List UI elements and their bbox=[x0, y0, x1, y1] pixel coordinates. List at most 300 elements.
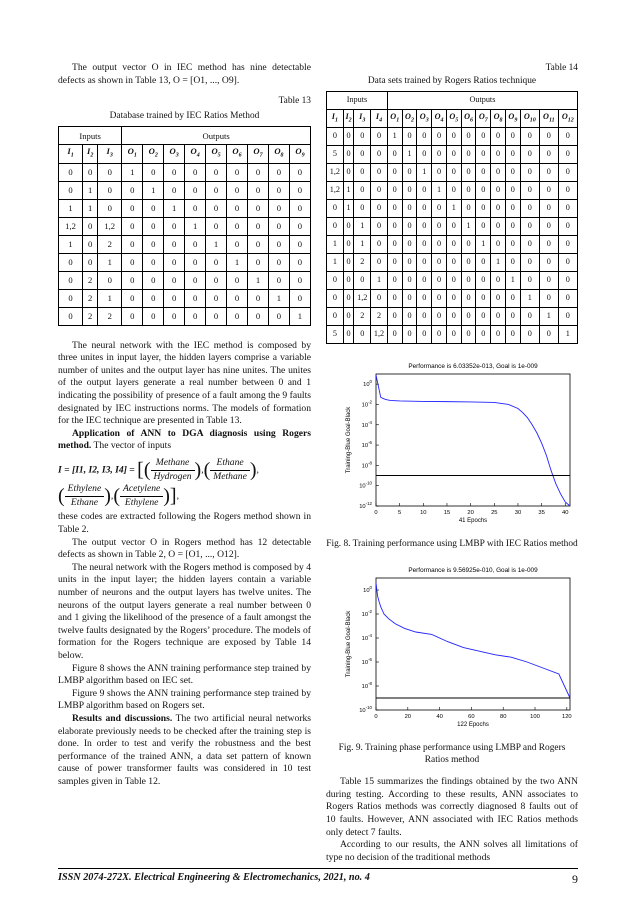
table-cell: 1 bbox=[143, 181, 164, 199]
table-cell: 0 bbox=[227, 289, 248, 307]
table-cell: 0 bbox=[268, 217, 289, 235]
table-cell: 0 bbox=[402, 200, 417, 218]
table-cell: 0 bbox=[432, 218, 447, 236]
y-tick-label: $10^{-10}$ bbox=[359, 480, 372, 490]
table14-col-i2: $I_2$ bbox=[343, 110, 354, 128]
table13-col-o1: $O_1$ bbox=[122, 145, 143, 163]
table-cell: 0 bbox=[417, 146, 432, 164]
table-cell: 1 bbox=[505, 272, 520, 290]
table-cell: 0 bbox=[327, 290, 344, 308]
table-row bbox=[327, 200, 578, 218]
table-cell: 0 bbox=[227, 163, 248, 181]
table-cell: 0 bbox=[227, 307, 248, 325]
table-cell: 1 bbox=[461, 218, 476, 236]
table13-col-o8: $O_8$ bbox=[268, 145, 289, 163]
table-cell: 0 bbox=[227, 199, 248, 217]
table-cell: 0 bbox=[432, 146, 447, 164]
table-cell: 0 bbox=[185, 163, 206, 181]
table-cell: 0 bbox=[402, 236, 417, 254]
table-cell: 0 bbox=[558, 290, 577, 308]
table-cell: 0 bbox=[491, 146, 506, 164]
table-cell: 0 bbox=[446, 146, 461, 164]
table-cell: 0 bbox=[520, 128, 539, 146]
table-cell: 0 bbox=[343, 290, 354, 308]
table-cell: 1,2 bbox=[59, 217, 83, 235]
table-cell: 0 bbox=[289, 289, 310, 307]
table-cell: 1 bbox=[417, 164, 432, 182]
table-cell: 0 bbox=[432, 290, 447, 308]
table-cell: 0 bbox=[327, 128, 344, 146]
table-cell: 0 bbox=[402, 308, 417, 326]
table14-col-o6: $O_6$ bbox=[461, 110, 476, 128]
table-cell: 0 bbox=[558, 272, 577, 290]
table-cell: 0 bbox=[354, 128, 371, 146]
table-cell: 0 bbox=[371, 290, 388, 308]
table-cell: 0 bbox=[164, 271, 185, 289]
fraction-ethylene-ethane: $\frac{\text{Ethylene}}{\text{Ethane}}$ bbox=[65, 483, 105, 509]
rogers-section-intro: The vector of inputs bbox=[91, 440, 172, 452]
table-cell: 0 bbox=[164, 217, 185, 235]
table-row bbox=[327, 326, 578, 344]
table-cell: 2 bbox=[83, 307, 98, 325]
table-cell: 1 bbox=[491, 254, 506, 272]
table-cell: 0 bbox=[143, 271, 164, 289]
table13-label: Table 13 bbox=[278, 96, 311, 107]
table-cell: 0 bbox=[476, 128, 491, 146]
paragraph-figure9-ref: Figure 9 shows the ANN training performance step trained by LMBP algorithm based on Rogers set. bbox=[58, 687, 311, 712]
y-tick-label: $10^{-2}$ bbox=[361, 399, 372, 409]
table-cell: 0 bbox=[432, 326, 447, 344]
table-cell: 0 bbox=[558, 146, 577, 164]
table-cell: 0 bbox=[520, 272, 539, 290]
table-cell: 0 bbox=[505, 254, 520, 272]
table-cell: 2 bbox=[83, 271, 98, 289]
table-cell: 0 bbox=[122, 217, 143, 235]
table13-col-o2: $O_2$ bbox=[143, 145, 164, 163]
table-cell: 0 bbox=[206, 271, 227, 289]
plot-frame bbox=[376, 578, 570, 710]
table-cell: 0 bbox=[491, 290, 506, 308]
x-tick-label: 35 bbox=[538, 510, 545, 517]
table-cell: 0 bbox=[461, 200, 476, 218]
table-cell: 0 bbox=[343, 218, 354, 236]
table-cell: 0 bbox=[98, 181, 122, 199]
fraction-acetylene-ethylene: $\frac{\text{Acetylene}}{\text{Ethylene}}$ bbox=[120, 483, 163, 509]
table-cell: 0 bbox=[354, 272, 371, 290]
table-cell: 0 bbox=[505, 236, 520, 254]
table-cell: 0 bbox=[122, 271, 143, 289]
table-cell: 0 bbox=[446, 254, 461, 272]
table14-col-o2: $O_2$ bbox=[402, 110, 417, 128]
table-cell: 0 bbox=[558, 164, 577, 182]
table-cell: 0 bbox=[491, 236, 506, 254]
table-cell: 0 bbox=[491, 326, 506, 344]
table-cell: 0 bbox=[343, 308, 354, 326]
paragraph-rogers-output: The output vector O in Rogers method has 12 detectable defects as shown in Table 2, O = [O1, ..., O12]. bbox=[58, 536, 311, 561]
figure9-chart bbox=[326, 560, 578, 740]
table-cell: 0 bbox=[539, 200, 558, 218]
table-cell: 0 bbox=[327, 272, 344, 290]
figure9-caption: Fig. 9. Training phase performance using LMBP and Rogers Ratios method bbox=[338, 743, 566, 766]
table-cell: 0 bbox=[520, 164, 539, 182]
x-tick-label: 60 bbox=[468, 714, 475, 721]
table-cell: 0 bbox=[122, 199, 143, 217]
table-cell: 0 bbox=[122, 253, 143, 271]
table-cell: 0 bbox=[327, 200, 344, 218]
table-cell: 0 bbox=[417, 272, 432, 290]
table14-title: Data sets trained by Rogers Ratios technique bbox=[367, 75, 537, 86]
table-cell: 0 bbox=[371, 218, 388, 236]
results-text: The two artificial neural networks elaborate previously needs to be checked after the training step is done. In order to test and verify the robustness and the best performance of the trained ANN, a data set pattern of known cause of power transformer faults was considered in 10 test samples given in Table 12. bbox=[58, 712, 312, 787]
table13-col-i1: $I_1$ bbox=[59, 145, 83, 163]
table-cell: 0 bbox=[354, 182, 371, 200]
table13-col-o5: $O_5$ bbox=[206, 145, 227, 163]
plot-frame bbox=[376, 374, 570, 506]
table-cell: 0 bbox=[461, 326, 476, 344]
table-cell: 0 bbox=[206, 181, 227, 199]
table-cell: 0 bbox=[227, 217, 248, 235]
table-cell: 0 bbox=[248, 199, 269, 217]
fraction-methane-hydrogen: $\frac{\text{Methane}}{\text{Hydrogen}}$ bbox=[151, 457, 195, 483]
table-cell: 0 bbox=[343, 146, 354, 164]
table-cell: 2 bbox=[83, 289, 98, 307]
fraction-ethane-methane: $\frac{\text{Ethane}}{\text{Methane}}$ bbox=[210, 457, 250, 483]
table-cell: 0 bbox=[558, 218, 577, 236]
table-cell: 0 bbox=[446, 182, 461, 200]
table-cell: 0 bbox=[417, 308, 432, 326]
table-cell: 0 bbox=[446, 272, 461, 290]
table-cell: 0 bbox=[387, 236, 402, 254]
table-row bbox=[59, 181, 311, 199]
table-cell: 0 bbox=[446, 236, 461, 254]
table14-col-o9: $O_9$ bbox=[505, 110, 520, 128]
table-cell: 0 bbox=[143, 307, 164, 325]
table-cell: 0 bbox=[122, 307, 143, 325]
table-cell: 0 bbox=[59, 307, 83, 325]
table-cell: 0 bbox=[539, 254, 558, 272]
table-cell: 0 bbox=[417, 218, 432, 236]
x-tick-label: 40 bbox=[562, 510, 569, 517]
table-cell: 1 bbox=[164, 199, 185, 217]
table-cell: 1,2 bbox=[327, 182, 344, 200]
table-cell: 0 bbox=[59, 253, 83, 271]
table-cell: 0 bbox=[491, 128, 506, 146]
table-cell: 0 bbox=[164, 307, 185, 325]
table-cell: 0 bbox=[491, 200, 506, 218]
table13-col-i2: $I_2$ bbox=[83, 145, 98, 163]
table-cell: 0 bbox=[520, 146, 539, 164]
table-cell: 0 bbox=[387, 164, 402, 182]
table-row bbox=[327, 128, 578, 146]
y-tick-label: $10^{-8}$ bbox=[361, 460, 372, 470]
table-cell: 0 bbox=[402, 128, 417, 146]
table-cell: 1 bbox=[476, 236, 491, 254]
table-cell: 0 bbox=[558, 254, 577, 272]
table-cell: 0 bbox=[248, 253, 269, 271]
table-cell: 0 bbox=[417, 326, 432, 344]
table-cell: 0 bbox=[143, 199, 164, 217]
table-cell: 0 bbox=[227, 181, 248, 199]
table-cell: 0 bbox=[387, 200, 402, 218]
table-cell: 0 bbox=[387, 308, 402, 326]
table-row bbox=[59, 307, 311, 325]
table14-col-o10: $O_{10}$ bbox=[520, 110, 539, 128]
table-cell: 0 bbox=[505, 290, 520, 308]
paragraph-results bbox=[58, 713, 311, 789]
table-cell: 0 bbox=[539, 272, 558, 290]
table-cell: 0 bbox=[206, 163, 227, 181]
table-cell: 0 bbox=[539, 236, 558, 254]
table-cell: 0 bbox=[206, 289, 227, 307]
table-cell: 0 bbox=[505, 182, 520, 200]
table13-inputs-header: Inputs bbox=[59, 127, 122, 145]
y-tick-label: $10^{-12}$ bbox=[359, 501, 372, 511]
table-cell: 0 bbox=[476, 146, 491, 164]
table-cell: 0 bbox=[505, 164, 520, 182]
table-cell: 0 bbox=[417, 128, 432, 146]
table-cell: 1 bbox=[432, 182, 447, 200]
table14-col-i1: $I_1$ bbox=[327, 110, 344, 128]
table-row bbox=[59, 163, 311, 181]
table-cell: 0 bbox=[476, 308, 491, 326]
table-cell: 0 bbox=[227, 271, 248, 289]
table-cell: 0 bbox=[268, 235, 289, 253]
equation-lhs: I = [I1, I2, I3, I4] = bbox=[58, 464, 135, 476]
rogers-section-heading: Application of ANN to DGA diagnosis using Rogers method. bbox=[58, 427, 311, 452]
table-cell: 0 bbox=[520, 236, 539, 254]
table-cell: 0 bbox=[289, 253, 310, 271]
table-cell: 0 bbox=[417, 200, 432, 218]
table-cell: 1 bbox=[122, 163, 143, 181]
table-cell: 0 bbox=[402, 164, 417, 182]
table-cell: 0 bbox=[505, 218, 520, 236]
table-cell: 1 bbox=[343, 200, 354, 218]
table-cell: 0 bbox=[387, 272, 402, 290]
table-cell: 0 bbox=[206, 307, 227, 325]
table-cell: 1,2 bbox=[354, 290, 371, 308]
x-tick-label: 25 bbox=[491, 510, 498, 517]
table-cell: 1,2 bbox=[327, 164, 344, 182]
table-cell: 0 bbox=[505, 128, 520, 146]
table-cell: 0 bbox=[387, 182, 402, 200]
table-cell: 0 bbox=[354, 146, 371, 164]
table-cell: 0 bbox=[83, 235, 98, 253]
table-row bbox=[59, 289, 311, 307]
figure-9 bbox=[326, 560, 578, 766]
table-row bbox=[59, 199, 311, 217]
table-cell: 0 bbox=[417, 182, 432, 200]
table-cell: 0 bbox=[185, 289, 206, 307]
right-column bbox=[326, 62, 578, 864]
table-cell: 0 bbox=[164, 253, 185, 271]
table-cell: 0 bbox=[143, 217, 164, 235]
table14-outputs-header: Outputs bbox=[387, 92, 577, 110]
table-cell: 0 bbox=[402, 254, 417, 272]
table-cell: 1 bbox=[387, 128, 402, 146]
table-cell: 0 bbox=[327, 218, 344, 236]
table-cell: 0 bbox=[268, 163, 289, 181]
paragraph-ann-limitations: According to our results, the ANN solves all limitations of type no decision of the traditional methods bbox=[326, 839, 578, 863]
table-cell: 0 bbox=[520, 218, 539, 236]
x-tick-label: 40 bbox=[436, 714, 443, 721]
table-cell: 0 bbox=[343, 272, 354, 290]
table-cell: 0 bbox=[343, 164, 354, 182]
table-cell: 1 bbox=[539, 308, 558, 326]
y-tick-label: $10^{-10}$ bbox=[359, 705, 372, 715]
table-cell: 0 bbox=[446, 164, 461, 182]
table-cell: 0 bbox=[476, 290, 491, 308]
x-tick-label: 15 bbox=[443, 510, 451, 517]
table-cell: 0 bbox=[289, 217, 310, 235]
table14-col-o7: $O_7$ bbox=[476, 110, 491, 128]
table-cell: 0 bbox=[476, 218, 491, 236]
paragraph-table15-summary: Table 15 summarizes the findings obtained by the two ANN during testing. According to these results, ANN associates to Rogers Ratios methods was correctly diagnosed 8 faults out of 10 faults. However, ANN associated with IEC Ratios methods only detect 7 faults. bbox=[326, 776, 578, 838]
table14-col-o12: $O_{12}$ bbox=[558, 110, 577, 128]
table-cell: 1,2 bbox=[371, 326, 388, 344]
table13-col-o7: $O_7$ bbox=[248, 145, 269, 163]
rogers-input-equation: I = [I1, I2, I3, I4] = [( $\frac{\text{Methane}}{\text{Hydrogen}}$ ),( $\frac{\text{Ethane}}{\text{Methane}}$ ), ( $\frac{\text{Ethylene}}{\text{Ethane}}$ ),( $\frac{\text{Acetylene}}{\text{Ethylene}}$ )], bbox=[58, 457, 259, 508]
table-cell: 0 bbox=[520, 308, 539, 326]
table-cell: 1 bbox=[59, 235, 83, 253]
table13-col-o4: $O_4$ bbox=[185, 145, 206, 163]
table14-col-o1: $O_1$ bbox=[387, 110, 402, 128]
table-cell: 0 bbox=[83, 163, 98, 181]
table-cell: 0 bbox=[387, 218, 402, 236]
table-cell: 0 bbox=[491, 182, 506, 200]
page-footer bbox=[58, 868, 578, 886]
table-cell: 0 bbox=[432, 200, 447, 218]
table-cell: 0 bbox=[343, 254, 354, 272]
paragraph-iec-network: The neural network with the IEC method is composed by three unites in input layer, the hidden layers comprise a variable number of unites and the output layer has nine unites. The unites of the output layers generate a real number between 0 and 1 indicating the possibility of presence of a fault among the 9 faults designated by IEC instructions norms. The models of formation for the IEC technique are presented in Table 13. bbox=[58, 339, 311, 427]
table-row bbox=[327, 290, 578, 308]
table-cell: 2 bbox=[98, 307, 122, 325]
table-cell: 0 bbox=[461, 272, 476, 290]
table-cell: 0 bbox=[289, 199, 310, 217]
table-cell: 1 bbox=[227, 253, 248, 271]
table-cell: 1 bbox=[98, 289, 122, 307]
table-cell: 0 bbox=[402, 290, 417, 308]
table-cell: 0 bbox=[505, 326, 520, 344]
table-cell: 0 bbox=[354, 200, 371, 218]
table-cell: 0 bbox=[248, 235, 269, 253]
table-cell: 0 bbox=[461, 146, 476, 164]
table-cell: 0 bbox=[289, 163, 310, 181]
table-cell: 0 bbox=[558, 236, 577, 254]
table-cell: 0 bbox=[248, 217, 269, 235]
table-cell: 0 bbox=[461, 182, 476, 200]
y-tick-label: $10^0$ bbox=[363, 585, 372, 595]
table-cell: 0 bbox=[59, 271, 83, 289]
table-cell: 0 bbox=[59, 163, 83, 181]
paragraph-figure8-ref: Figure 8 shows the ANN training performance step trained by LMBP algorithm based on IEC set. bbox=[58, 662, 311, 687]
table14-col-o5: $O_5$ bbox=[446, 110, 461, 128]
table-cell: 0 bbox=[476, 272, 491, 290]
table-cell: 1,2 bbox=[98, 217, 122, 235]
y-tick-label: $10^{-2}$ bbox=[361, 609, 372, 619]
table-cell: 0 bbox=[476, 200, 491, 218]
table-cell: 0 bbox=[520, 182, 539, 200]
table-cell: 1 bbox=[185, 217, 206, 235]
table-cell: 0 bbox=[164, 181, 185, 199]
table-cell: 0 bbox=[354, 326, 371, 344]
table-cell: 2 bbox=[371, 308, 388, 326]
y-tick-label: $10^{-6}$ bbox=[361, 657, 372, 667]
table-cell: 1 bbox=[206, 235, 227, 253]
table-cell: 1 bbox=[520, 290, 539, 308]
table-cell: 0 bbox=[558, 182, 577, 200]
table-cell: 0 bbox=[83, 253, 98, 271]
x-tick-label: 30 bbox=[514, 510, 522, 517]
table-cell: 0 bbox=[268, 271, 289, 289]
table-cell: 0 bbox=[520, 254, 539, 272]
table-cell: 0 bbox=[476, 326, 491, 344]
table-row bbox=[327, 218, 578, 236]
table13-col-i3: $I_3$ bbox=[98, 145, 122, 163]
journal-issn: ISSN 2074-272X. Electrical Engineering & Electromechanics, 2021, no. 4 bbox=[58, 872, 370, 883]
table-cell: 0 bbox=[185, 271, 206, 289]
table-cell: 2 bbox=[98, 235, 122, 253]
table-cell: 0 bbox=[268, 181, 289, 199]
table-cell: 1 bbox=[343, 182, 354, 200]
table-row bbox=[327, 272, 578, 290]
table-cell: 0 bbox=[402, 182, 417, 200]
table-cell: 1 bbox=[354, 218, 371, 236]
table-cell: 2 bbox=[354, 254, 371, 272]
y-tick-label: $10^{-4}$ bbox=[361, 419, 372, 429]
table-cell: 0 bbox=[539, 128, 558, 146]
table-cell: 0 bbox=[461, 290, 476, 308]
table-cell: 0 bbox=[539, 290, 558, 308]
paragraph-rogers-heading bbox=[58, 428, 311, 453]
table-cell: 0 bbox=[122, 289, 143, 307]
table-cell: 0 bbox=[59, 289, 83, 307]
table-cell: 0 bbox=[505, 146, 520, 164]
table-cell: 0 bbox=[558, 200, 577, 218]
table-row bbox=[327, 308, 578, 326]
table-cell: 0 bbox=[206, 199, 227, 217]
table-cell: 0 bbox=[59, 181, 83, 199]
table-cell: 0 bbox=[98, 271, 122, 289]
table-cell: 0 bbox=[402, 218, 417, 236]
table-cell: 0 bbox=[520, 326, 539, 344]
chart-title: Performance is 6.03352e-013, Goal is 1e-009 bbox=[408, 363, 538, 371]
table-cell: 0 bbox=[289, 235, 310, 253]
table-cell: 0 bbox=[343, 326, 354, 344]
table-row bbox=[327, 254, 578, 272]
table-row bbox=[327, 236, 578, 254]
table-cell: 0 bbox=[476, 182, 491, 200]
table-cell: 0 bbox=[558, 128, 577, 146]
table-cell: 1 bbox=[248, 271, 269, 289]
y-tick-label: $10^{-8}$ bbox=[361, 681, 372, 691]
table-cell: 0 bbox=[343, 128, 354, 146]
table-cell: 0 bbox=[164, 289, 185, 307]
table-row bbox=[327, 182, 578, 200]
table-cell: 0 bbox=[476, 164, 491, 182]
table-cell: 0 bbox=[432, 308, 447, 326]
table-cell: 0 bbox=[143, 163, 164, 181]
table-cell: 0 bbox=[227, 235, 248, 253]
table14-col-o4: $O_4$ bbox=[432, 110, 447, 128]
paragraph-rogers-codes: these codes are extracted following the Rogers method shown in Table 2. bbox=[58, 511, 311, 535]
table-cell: 0 bbox=[268, 307, 289, 325]
table-cell: 0 bbox=[371, 182, 388, 200]
table-cell: 0 bbox=[164, 163, 185, 181]
table-row bbox=[327, 164, 578, 182]
table14-col-o11: $O_{11}$ bbox=[539, 110, 558, 128]
table-cell: 2 bbox=[354, 308, 371, 326]
table-cell: 0 bbox=[446, 218, 461, 236]
